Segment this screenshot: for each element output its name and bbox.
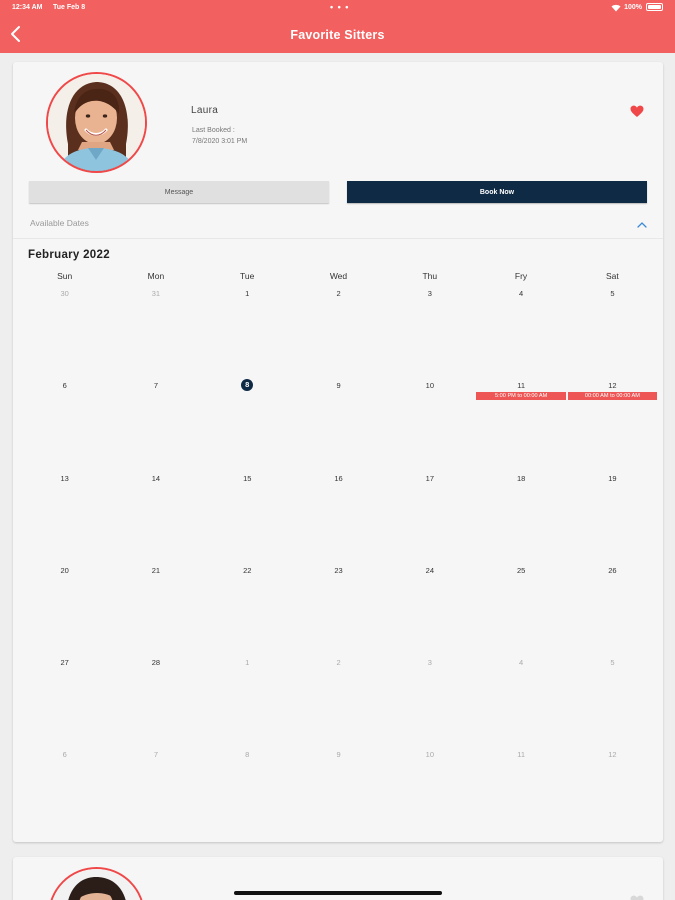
heart-icon[interactable] [630,895,644,900]
calendar-day[interactable] [293,284,384,376]
calendar-day[interactable] [19,284,110,376]
day-number: 12 [608,750,617,760]
battery-icon [646,3,663,11]
calendar-day[interactable] [567,745,658,837]
calendar-day[interactable] [293,653,384,745]
calendar-day[interactable] [110,469,201,561]
weekday-label: Fry [514,271,528,281]
day-number: 10 [425,750,434,760]
heart-icon[interactable] [630,105,644,118]
day-number: 3 [427,658,432,668]
calendar-day[interactable] [202,745,293,837]
day-number: 15 [243,473,252,483]
day-number: 5 [610,658,615,668]
day-number: 14 [151,473,161,483]
weekday-label: Mon [147,271,165,281]
message-button[interactable]: Message [29,181,329,203]
calendar-day[interactable] [567,653,658,745]
calendar-day[interactable] [475,653,566,745]
calendar-day-today[interactable] [202,376,293,468]
day-number: 10 [425,381,434,391]
book-now-button[interactable]: Book Now [347,181,647,203]
calendar-month-title: February 2022 [28,249,110,261]
availability-slot-badge[interactable]: 5:00 PM to 00:00 AM [476,392,565,400]
weekday-label: Sat [605,271,619,281]
calendar-day[interactable] [110,745,201,837]
calendar-day[interactable] [202,653,293,745]
day-number: 6 [62,381,67,391]
day-number: 1 [245,658,250,668]
weekday-label: Thu [422,271,438,281]
divider [13,238,663,239]
day-number: 5 [610,289,615,298]
calendar-day[interactable] [202,561,293,653]
calendar-day[interactable] [567,284,658,376]
sitter-card [13,62,663,842]
calendar-day[interactable] [19,745,110,837]
wifi-icon [611,4,620,11]
calendar-day[interactable] [475,469,566,561]
day-number: 12 [608,381,617,391]
day-number: 7 [153,381,159,391]
calendar-day[interactable] [475,745,566,837]
calendar-day[interactable] [293,745,384,837]
day-number: 20 [60,565,69,575]
calendar-day[interactable] [293,469,384,561]
day-number: 27 [60,658,69,668]
status-right [611,3,663,11]
calendar-day[interactable] [110,376,201,468]
calendar-day[interactable] [19,376,110,468]
day-number: 8 [241,379,253,391]
calendar-grid [19,284,658,836]
calendar-day[interactable] [384,653,475,745]
calendar-day[interactable] [202,284,293,376]
day-number: 4 [519,658,524,668]
weekday-label: Tue [240,271,255,281]
calendar-day[interactable] [202,469,293,561]
calendar-day[interactable] [384,561,475,653]
day-number: 6 [62,750,67,760]
day-number: 8 [245,750,250,760]
day-number: 17 [425,473,434,483]
day-number: 13 [60,473,69,483]
multitasking-dots[interactable]: • • • [330,2,350,12]
calendar-day[interactable] [293,561,384,653]
calendar-day[interactable] [567,561,658,653]
weekday-label: Sun [57,271,73,281]
sitter-avatar-2 [48,867,145,900]
day-number: 4 [519,289,524,298]
chevron-up-icon[interactable] [636,217,648,227]
sitter-avatar [46,72,147,173]
status-date: Tue Feb 8 [53,4,86,11]
weekday-label: Wed [329,271,348,281]
day-number: 16 [334,473,343,483]
day-number: 31 [151,289,161,298]
available-dates-label: Available Dates [30,218,89,228]
calendar-day[interactable] [384,376,475,468]
calendar-day[interactable] [110,653,201,745]
sitter-name: Laura [191,105,219,116]
day-number: 22 [243,565,252,575]
calendar-day[interactable] [384,469,475,561]
page-title: Favorite Sitters [290,28,385,42]
day-number: 9 [336,750,341,760]
last-booked-value: 7/8/2020 3:01 PM [192,138,248,145]
day-number: 19 [608,473,617,483]
weekday-header [19,271,658,283]
day-number: 2 [336,289,341,298]
calendar-day[interactable] [19,469,110,561]
calendar-day[interactable] [384,284,475,376]
day-number: 18 [516,473,526,483]
day-number: 23 [334,565,343,575]
day-number: 9 [336,381,341,391]
calendar-day[interactable] [567,469,658,561]
calendar-day[interactable] [475,561,566,653]
day-number: 21 [151,565,161,575]
day-number: 26 [608,565,617,575]
availability-slot-badge[interactable]: 00:00 AM to 00:00 AM [568,392,657,400]
calendar-day[interactable] [384,745,475,837]
status-bar [0,0,675,16]
calendar-day[interactable] [110,284,201,376]
day-number: 24 [425,565,434,575]
app-header [0,0,675,53]
battery-percent: 100% [624,3,642,11]
status-time: 12:34 AM [12,4,43,11]
calendar-day[interactable] [19,653,110,745]
day-number: 2 [336,658,341,668]
calendar-day[interactable] [475,284,566,376]
calendar-day[interactable] [110,561,201,653]
day-number: 7 [153,750,159,760]
day-number: 30 [60,289,69,298]
last-booked-label: Last Booked : [192,127,235,134]
day-number: 25 [516,565,526,575]
calendar-day[interactable] [19,561,110,653]
calendar-day[interactable] [475,376,566,468]
day-number: 11 [517,750,526,760]
home-indicator[interactable] [234,891,442,895]
calendar-day[interactable] [293,376,384,468]
day-number: 28 [151,658,161,668]
day-number: 3 [427,289,432,298]
day-number: 11 [517,381,526,391]
day-number: 1 [245,289,250,298]
calendar-day[interactable] [567,376,658,468]
